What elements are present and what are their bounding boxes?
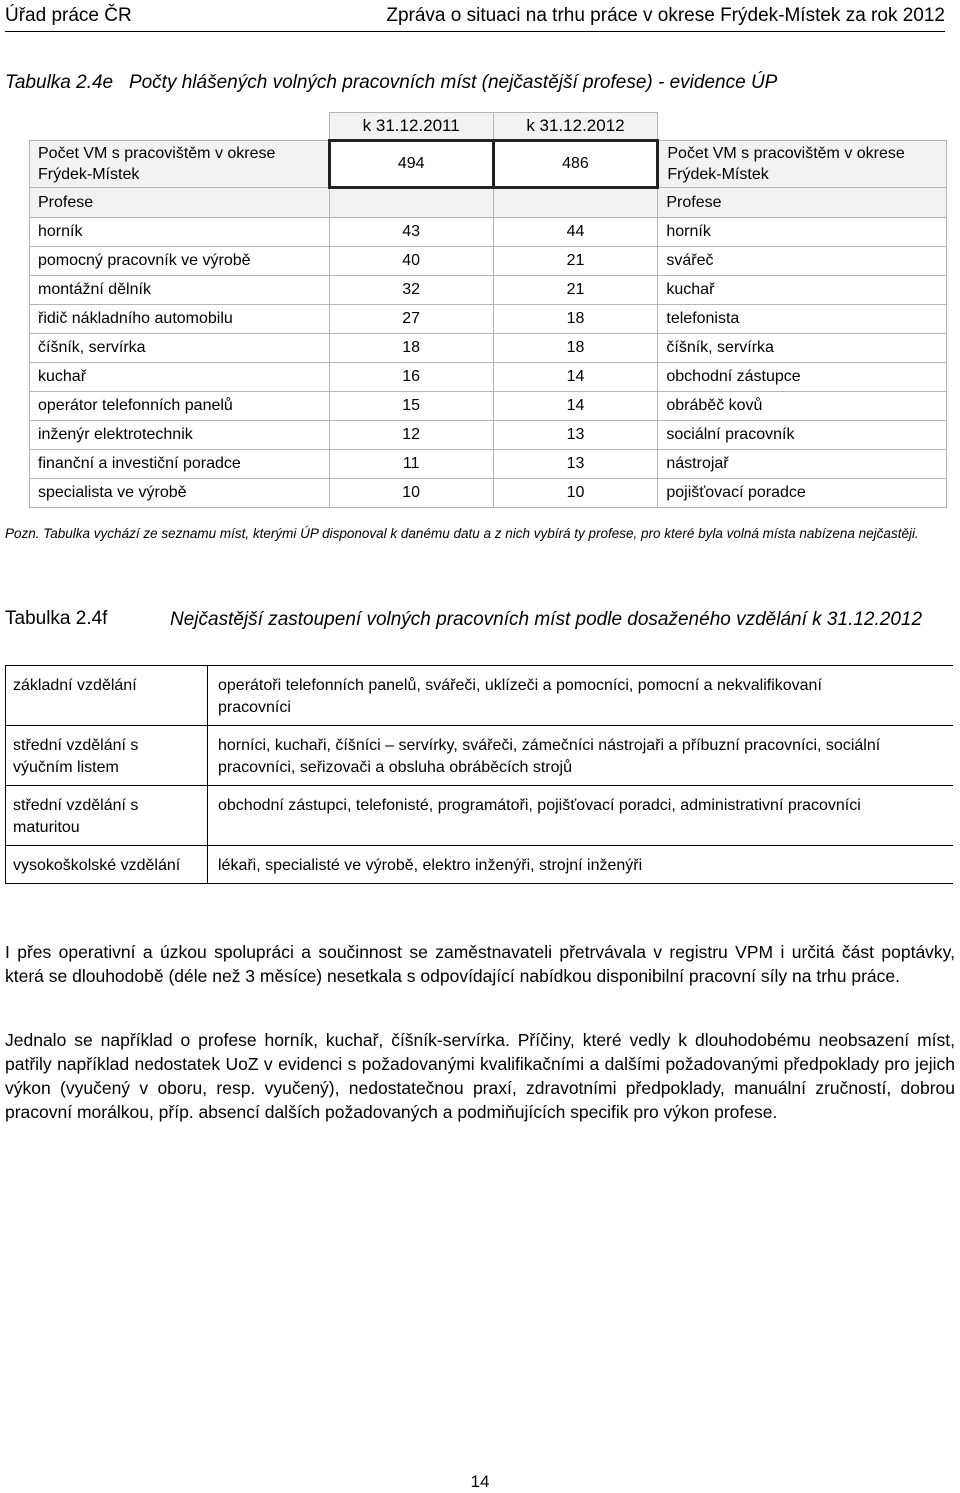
table-row: střední vzdělání s maturitou obchodní zástupci, telefonisté, programátoři, pojišťovací poradci, administrativní pracovníci bbox=[6, 786, 954, 846]
table-row: specialista ve výrobě 10 10 pojišťovací poradce bbox=[30, 479, 947, 508]
table-row: kuchař 16 14 obchodní zástupce bbox=[30, 363, 947, 392]
table-row: finanční a investiční poradce 11 13 nástrojař bbox=[30, 450, 947, 479]
paragraph-1: I přes operativní a úzkou spolupráci a součinnost se zaměstnavateli přetrvávala v registru VPM i určitá část poptávky, která se dlouhodobě (déle než 3 měsíce) nesetkala s odpovídající nabídkou disponibilní pracovní síly na trhu práce. bbox=[5, 942, 955, 986]
table-row: střední vzdělání s výučním listem horníci, kuchaři, číšníci – servírky, svářeči, zámečníci nástrojaři a příbuzní pracovníci, sociální pracovníci, seřizovači a obsluha obráběcích strojů bbox=[6, 726, 954, 786]
table-row: vysokoškolské vzdělání lékaři, specialisté ve výrobě, elektro inženýři, strojní inženýři bbox=[6, 846, 954, 884]
page-number: 14 bbox=[470, 1472, 490, 1491]
left-header: Počet VM s pracovištěm v okrese Frýdek-Místek bbox=[30, 141, 330, 188]
table-4f bbox=[5, 665, 953, 884]
table-row: číšník, servírka 18 18 číšník, servírka bbox=[30, 334, 947, 363]
paragraph-2: Jednalo se například o profese horník, kuchař, číšník-servírka. Příčiny, které vedly k dlouhodobému neobsazení míst, patřily například nedostatek UoZ v evidenci s požadovanými kvalifikačními a dalšími požadovanými předpoklady pro jejich výkon (vyučený v oboru, resp. vyučený), nedostatečnou praxí, zdravotními předpoklady, manuální zručností, dobrou pracovní morálkou, příp. absencí dalších požadovaných a podmiňujících specifik pro výkon profese. bbox=[5, 1030, 955, 1122]
table-4e-note: Pozn. Tabulka vychází ze seznamu míst, kterými ÚP disponoval k danému datu a z nich vybírá ty profese, pro které byla volná místa nabízena nejčastěji. bbox=[5, 526, 919, 541]
table-4e-caption: Tabulka 2.4e Počty hlášených volných pracovních míst (nejčastější profese) - evidence ÚP bbox=[5, 72, 778, 93]
date-2011: k 31.12.2011 bbox=[329, 113, 493, 141]
profession-label-right: Profese bbox=[658, 188, 947, 218]
profession-label-left: Profese bbox=[30, 188, 330, 218]
table-row: pomocný pracovník ve výrobě 40 21 svářeč bbox=[30, 247, 947, 276]
table-row: horník 43 44 horník bbox=[30, 218, 947, 247]
page-header bbox=[5, 4, 945, 32]
table-row: operátor telefonních panelů 15 14 obráběč kovů bbox=[30, 392, 947, 421]
table-4f-number: Tabulka 2.4f bbox=[5, 608, 108, 629]
table-row: řidič nákladního automobilu 27 18 telefonista bbox=[30, 305, 947, 334]
table-4f-title: Nejčastější zastoupení volných pracovních míst podle dosaženého vzdělání k 31.12.2012 bbox=[170, 609, 923, 630]
table-4e bbox=[29, 112, 947, 508]
table-row: montážní dělník 32 21 kuchař bbox=[30, 276, 947, 305]
right-header: Počet VM s pracovištěm v okrese Frýdek-Místek bbox=[658, 141, 947, 188]
total-2011: 494 bbox=[329, 141, 493, 188]
table-row: základní vzdělání operátoři telefonních panelů, svářeči, uklízeči a pomocníci, pomocní a nekvalifikovaní pracovníci bbox=[6, 666, 954, 726]
header-left: Úřad práce ČR bbox=[5, 5, 132, 26]
header-right: Zpráva o situaci na trhu práce v okrese Frýdek-Místek za rok 2012 bbox=[386, 5, 945, 26]
date-2012: k 31.12.2012 bbox=[493, 113, 658, 141]
table-row: inženýr elektrotechnik 12 13 sociální pracovník bbox=[30, 421, 947, 450]
total-2012: 486 bbox=[493, 141, 658, 188]
